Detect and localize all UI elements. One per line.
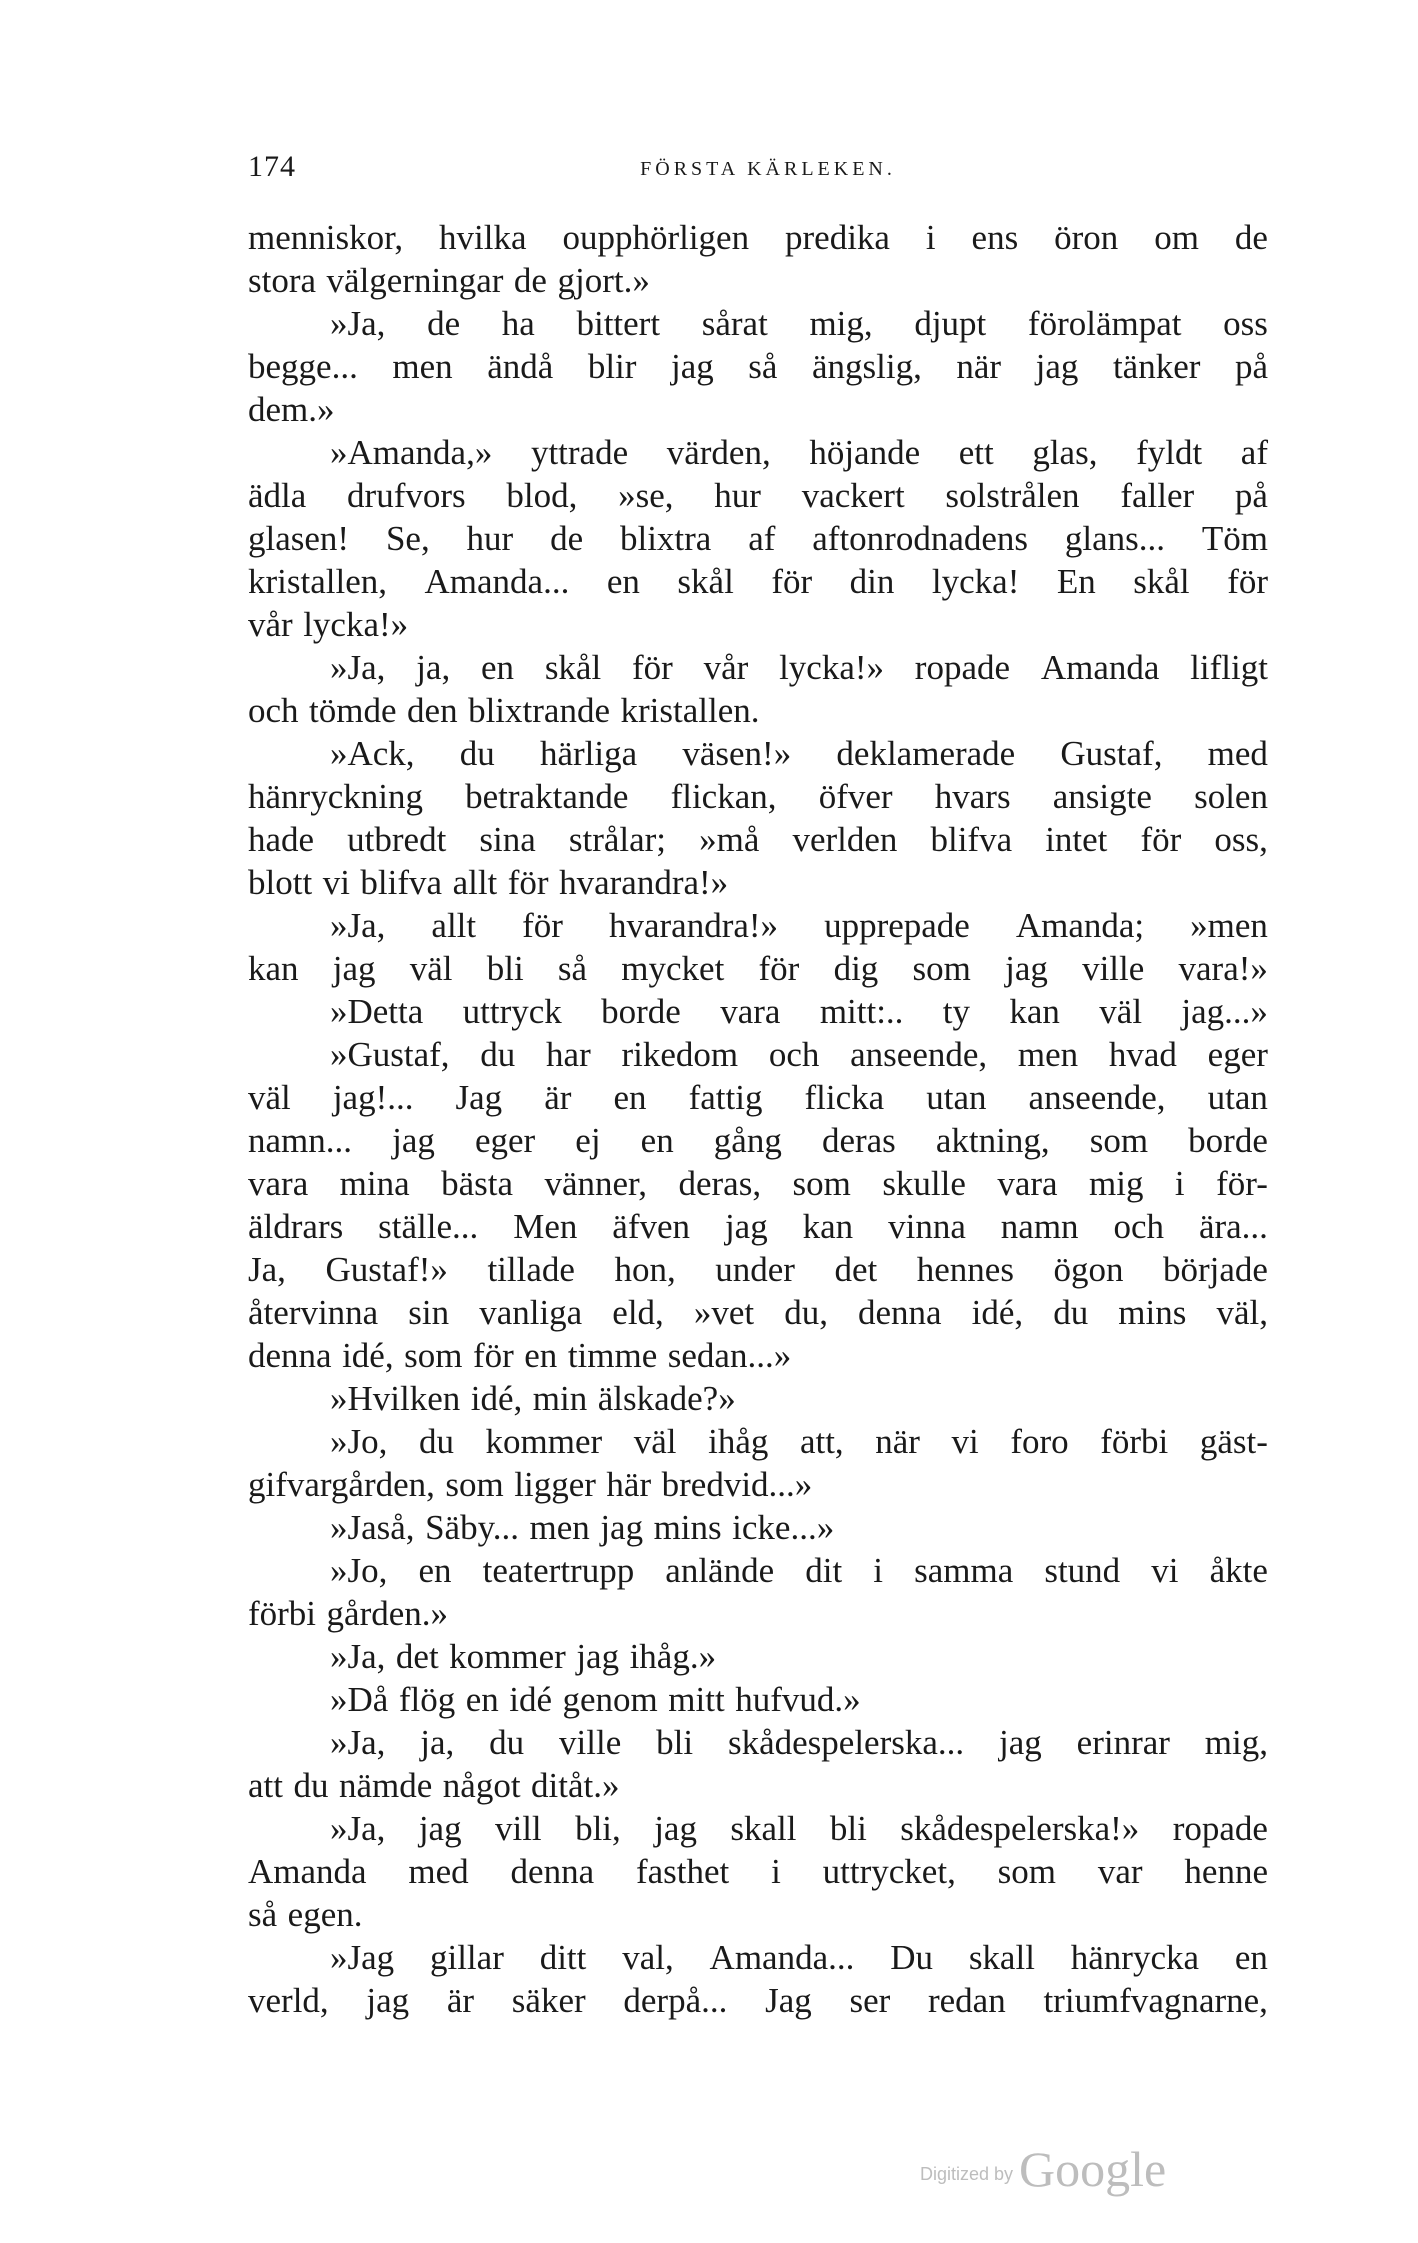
text-line: så egen. bbox=[248, 1895, 363, 1934]
text-line: äldrars ställe... Men äfven jag kan vinna namn och ära... bbox=[248, 1207, 1268, 1246]
text-line: ädla drufvors blod, »se, hur vackert solstrålen faller på bbox=[248, 476, 1268, 515]
text-line: stora välgerningar de gjort.» bbox=[248, 261, 650, 300]
google-logo-text: Google bbox=[1019, 2141, 1167, 2197]
text-line: »Jo, du kommer väl ihåg att, när vi foro förbi gäst- bbox=[330, 1422, 1268, 1461]
text-line: vår lycka!» bbox=[248, 605, 409, 644]
text-line: Amanda med denna fasthet i uttrycket, som var henne bbox=[248, 1852, 1268, 1891]
text-line: »Jaså, Säby... men jag mins icke...» bbox=[330, 1508, 835, 1547]
text-line: denna idé, som för en timme sedan...» bbox=[248, 1336, 792, 1375]
page-number: 174 bbox=[248, 150, 296, 183]
text-line: vara mina bästa vänner, deras, som skulle vara mig i för- bbox=[248, 1164, 1268, 1203]
running-title: FÖRSTA KÄRLEKEN. bbox=[640, 158, 896, 180]
text-line: hade utbredt sina strålar; »må verlden blifva intet för oss, bbox=[248, 820, 1268, 859]
text-line: kan jag väl bli så mycket för dig som jag ville vara!» bbox=[248, 949, 1268, 988]
text-line: dem.» bbox=[248, 390, 335, 429]
text-line: att du nämde något ditåt.» bbox=[248, 1766, 620, 1805]
text-line: gifvargården, som ligger här bredvid...» bbox=[248, 1465, 813, 1504]
text-line: verld, jag är säker derpå... Jag ser redan triumfvagnarne, bbox=[248, 1981, 1268, 2020]
text-line: »Ja, ja, en skål för vår lycka!» ropade Amanda lifligt bbox=[330, 648, 1268, 687]
page-header bbox=[248, 150, 1268, 190]
text-line: »Gustaf, du har rikedom och anseende, men hvad eger bbox=[330, 1035, 1268, 1074]
text-line: »Jo, en teatertrupp anlände dit i samma stund vi åkte bbox=[330, 1551, 1268, 1590]
text-line: väl jag!... Jag är en fattig flicka utan anseende, utan bbox=[248, 1078, 1268, 1117]
text-line: begge... men ändå blir jag så ängslig, när jag tänker på bbox=[248, 347, 1268, 386]
text-line: »Detta uttryck borde vara mitt:.. ty kan väl jag...» bbox=[330, 992, 1268, 1031]
body-text bbox=[248, 216, 1268, 2022]
text-line: glasen! Se, hur de blixtra af aftonrodnadens glans... Töm bbox=[248, 519, 1268, 558]
text-line: »Ja, jag vill bli, jag skall bli skådespelerska!» ropade bbox=[330, 1809, 1268, 1848]
text-line: och tömde den blixtrande kristallen. bbox=[248, 691, 760, 730]
text-line: »Ja, det kommer jag ihåg.» bbox=[330, 1637, 717, 1676]
text-line: menniskor, hvilka oupphörligen predika i ens öron om de bbox=[248, 218, 1268, 257]
text-line: »Ja, de ha bittert sårat mig, djupt förolämpat oss bbox=[330, 304, 1268, 343]
text-line: återvinna sin vanliga eld, »vet du, denna idé, du mins väl, bbox=[248, 1293, 1268, 1332]
text-line: »Ja, allt för hvarandra!» upprepade Amanda; »men bbox=[330, 906, 1268, 945]
text-line: »Amanda,» yttrade värden, höjande ett glas, fyldt af bbox=[330, 433, 1268, 472]
text-line: förbi gården.» bbox=[248, 1594, 449, 1633]
digitized-by-label: Digitized by bbox=[920, 2164, 1014, 2184]
text-line: »Jag gillar ditt val, Amanda... Du skall hänrycka en bbox=[330, 1938, 1268, 1977]
text-line: »Ja, ja, du ville bli skådespelerska... jag erinrar mig, bbox=[330, 1723, 1268, 1762]
digitization-watermark bbox=[920, 2140, 1166, 2198]
text-line: blott vi blifva allt för hvarandra!» bbox=[248, 863, 729, 902]
text-line: kristallen, Amanda... en skål för din lycka! En skål för bbox=[248, 562, 1268, 601]
text-line: namn... jag eger ej en gång deras aktning, som borde bbox=[248, 1121, 1268, 1160]
text-line: »Ack, du härliga väsen!» deklamerade Gustaf, med bbox=[330, 734, 1268, 773]
text-line: hänryckning betraktande flickan, öfver hvars ansigte solen bbox=[248, 777, 1268, 816]
text-line: Ja, Gustaf!» tillade hon, under det hennes ögon började bbox=[248, 1250, 1268, 1289]
text-line: »Hvilken idé, min älskade?» bbox=[330, 1379, 736, 1418]
text-line: »Då flög en idé genom mitt hufvud.» bbox=[330, 1680, 861, 1719]
